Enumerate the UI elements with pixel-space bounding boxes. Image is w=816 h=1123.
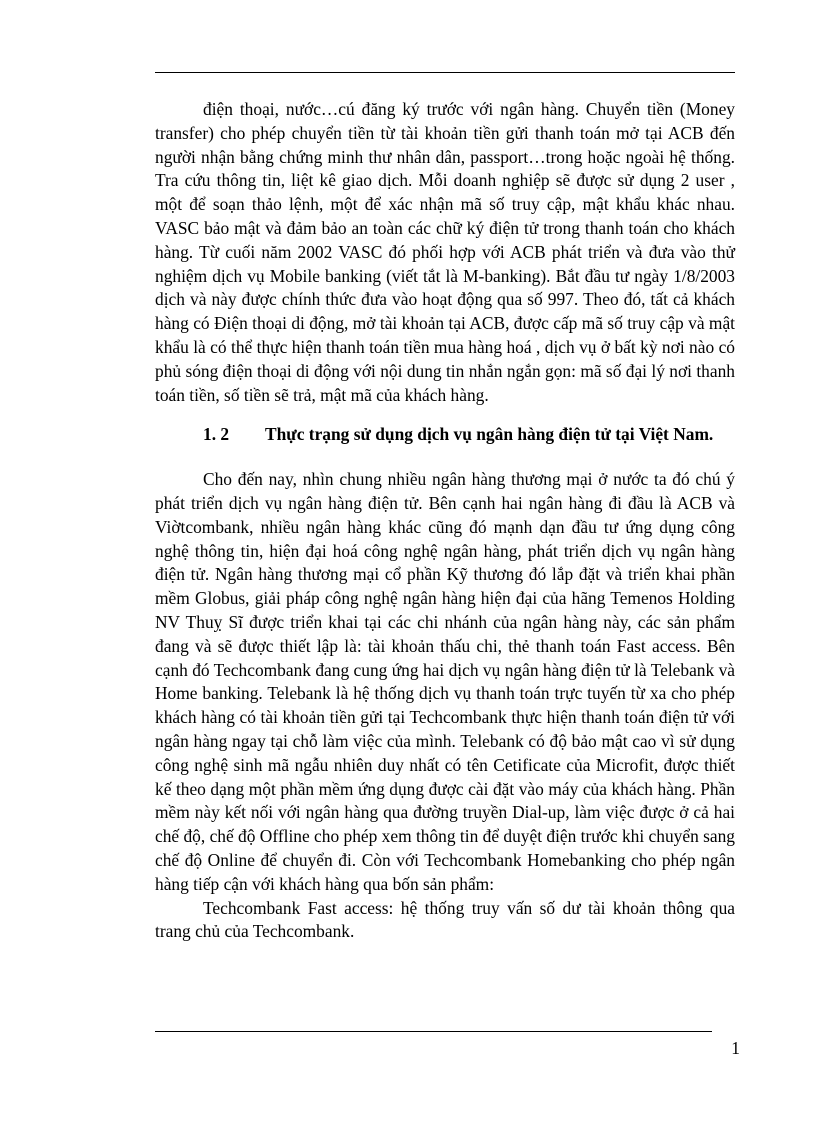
body-paragraph-2: Cho đến nay, nhìn chung nhiều ngân hàng thương mại ở nước ta đó chú ý phát triển dịch vụ ngân hàng điện tử. Bên cạnh hai ngân hàng đi đầu là ACB và Viờtcombank, nhiều ngân hàng khác cũng đó mạnh dạn đầu tư ứng dụng công nghệ thông tin, hiện đại hoá công nghệ ngân hàng, phát triển dịch vụ ngân hàng điện tử. Ngân hàng thương mại cổ phần Kỹ thương đó lắp đặt và triển khai phần mềm Globus, giải pháp công nghệ ngân hàng hiện đại của hãng Temenos Holding NV Thuỵ Sĩ được triển khai tại các chi nhánh của ngân hàng này, các sản phẩm đang và sẽ được thiết lập là: tài khoản thấu chi, thẻ thanh toán Fast access. Bên cạnh đó Techcombank đang cung ứng hai dịch vụ ngân hàng điện tử là Telebank và Home banking. Telebank là hệ thống dịch vụ thanh toán trực tuyến từ xa cho phép khách hàng có tài khoản tiền gửi tại Techcombank thực hiện thanh toán điện tử với ngân hàng ngay tại chỗ làm việc của mình. Telebank có độ bảo mật cao vì sử dụng công nghệ sinh mã ngẫu nhiên duy nhất có tên Cetificate của Microfit, được thiết kế theo dạng một phần mềm ứng dụng được cài đặt vào máy của khách hàng. Phần mềm này kết nối với ngân hàng qua đường truyền Dial-up, làm việc được ở cả hai chế độ, chế độ Offline cho phép xem thông tin để duyệt điện trước khi chuyển sang chế độ Online để chuyển đi. Còn với Techcombank Homebanking cho phép ngân hàng tiếp cận với khách hàng qua bốn sản phẩm: xyxy=(155,469,735,894)
body-paragraph-3: Techcombank Fast access: hệ thống truy vấn số dư tài khoản thông qua trang chủ của Techcombank. xyxy=(155,897,735,942)
body-paragraph-1: điện thoại, nước…cú đăng ký trước với ngân hàng. Chuyển tiền (Money transfer) cho phép chuyển tiền từ tài khoản tiền gửi thanh toán mở tại ACB đến người nhận bằng chứng minh thư nhân dân, passport…trong hoặc ngoài hệ thống. Tra cứu thông tin, liệt kê giao dịch. Mỗi doanh nghiệp sẽ được sử dụng 2 user , một để soạn thảo lệnh, một để xác nhận mã số truy cập, mật khẩu khác nhau. VASC bảo mật và đảm bảo an toàn các chữ ký điện tử trong thanh toán cho khách hàng. Từ cuối năm 2002 VASC đó phối hợp với ACB phát triển và đưa vào thử nghiệm dịch vụ Mobile banking (viết tắt là M-banking). Bắt đầu tư ngày 1/8/2003 dịch và này được chính thức đưa vào hoạt động qua số 997. Theo đó, tất cả khách hàng có Điện thoại di động, mở tài khoản tại ACB, được cấp mã số truy cập và mật khẩu là có thể thực hiện thanh toán tiền mua hàng hoá , dịch vụ ở bất kỳ nơi nào có phủ sóng điện thoại di động với nội dung tin nhắn ngắn gọn: mã số đại lý nơi thanh toán tiền, số tiền sẽ trả, mật mã của khách hàng. xyxy=(155,99,735,405)
footer-rule xyxy=(155,1031,712,1032)
header-rule xyxy=(155,72,735,73)
section-title: Thực trạng sử dụng dịch vụ ngân hàng điện tử tại Việt Nam. xyxy=(265,424,714,445)
spacer xyxy=(155,447,735,468)
page-body xyxy=(155,98,735,944)
section-heading xyxy=(155,423,735,447)
section-number: 1. 2 xyxy=(203,424,230,445)
page-number: 1 xyxy=(731,1038,740,1058)
